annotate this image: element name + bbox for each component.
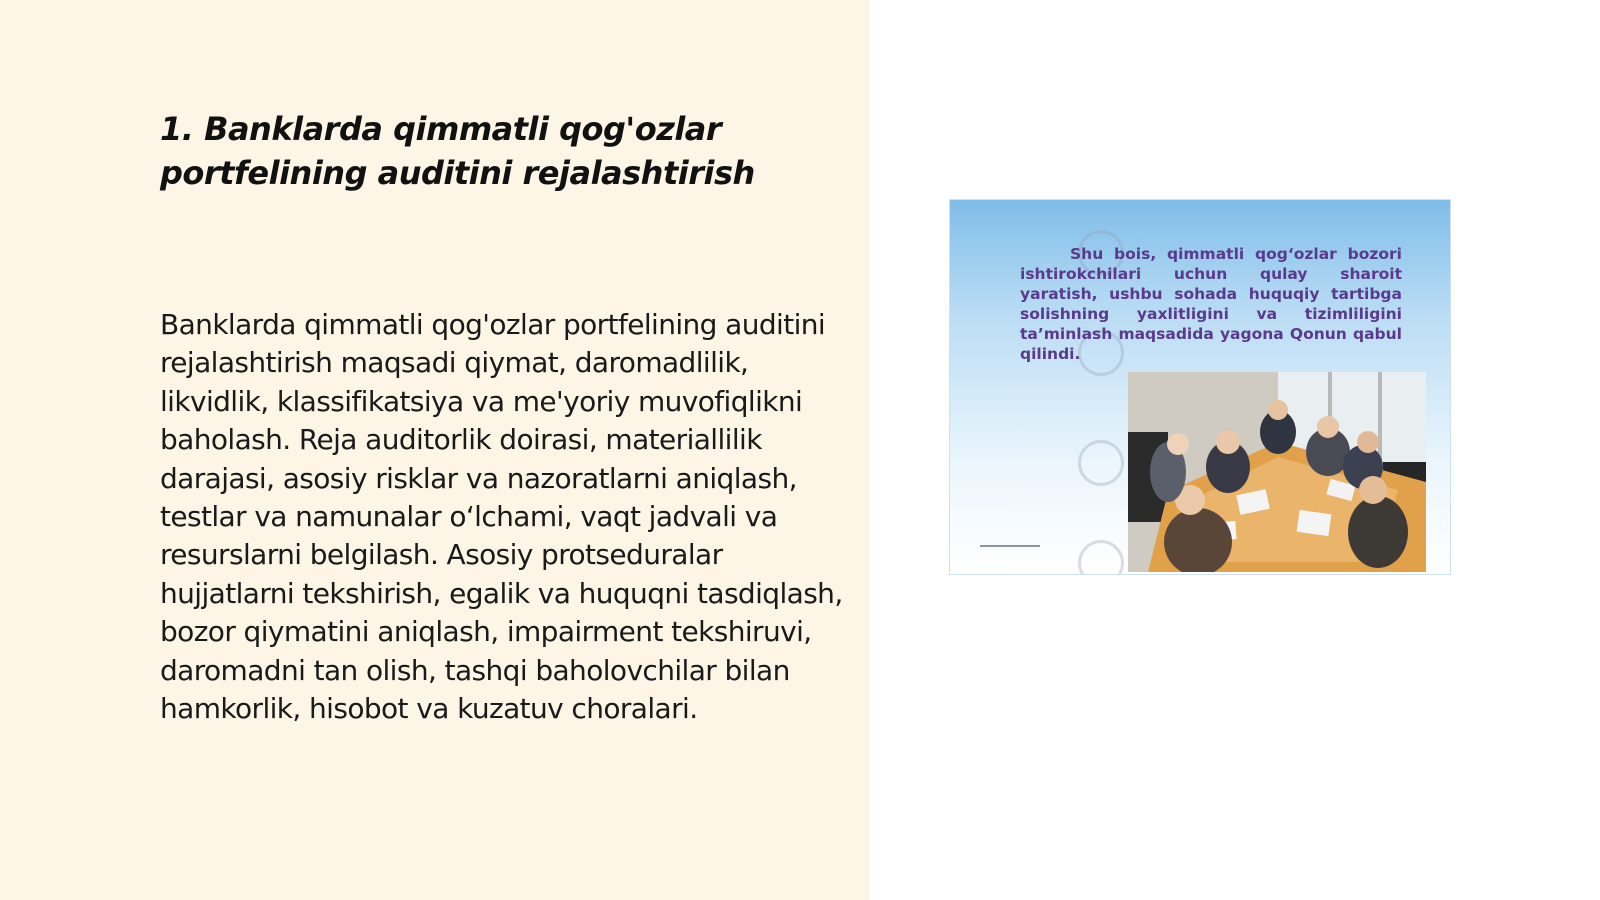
picture-footnote-url	[980, 542, 1040, 552]
slide-body-text: Banklarda qimmatli qog'ozlar portfelining auditini rejalashtirish maqsadi qiymat, daromadlilik, likvidlik, klassifikatsiya va me'yoriy muvofiqlikni baholash. Reja auditorlik doirasi, materiallilik darajasi, asosiy risklar va nazoratlarni aniqlash, testlar va namunalar o‘lchami, vaqt jadvali va resurslarni belgilash. Asosiy protseduralar hujjatlarni tekshirish, egalik va huquqni tasdiqlash, bozor qiymatini aniqlash, impairment tekshiruvi, daromadni tan olish, tashqi baholovchilar bilan hamkorlik, hisobot va kuzatuv choralari.	[160, 308, 843, 726]
slide-picture	[950, 200, 1450, 574]
slide-title: 1. Banklarda qimmatli qog'ozlar portfelining auditini rejalashtirish	[160, 110, 755, 192]
watermark-ring-icon	[1078, 540, 1124, 574]
business-meeting-photo	[1128, 372, 1426, 572]
picture-caption: Shu bois, qimmatli qog‘ozlar bozori ishtirokchilari uchun qulay sharoit yaratish, ushbu sohada huquqiy tartibga solishning yaxlitligini va tizimliligini ta’minlash maqsadida yagona Qonun qabul qilindi.	[1020, 245, 1402, 363]
meeting-illustration	[1128, 372, 1426, 572]
watermark-ring-icon	[1078, 440, 1124, 486]
